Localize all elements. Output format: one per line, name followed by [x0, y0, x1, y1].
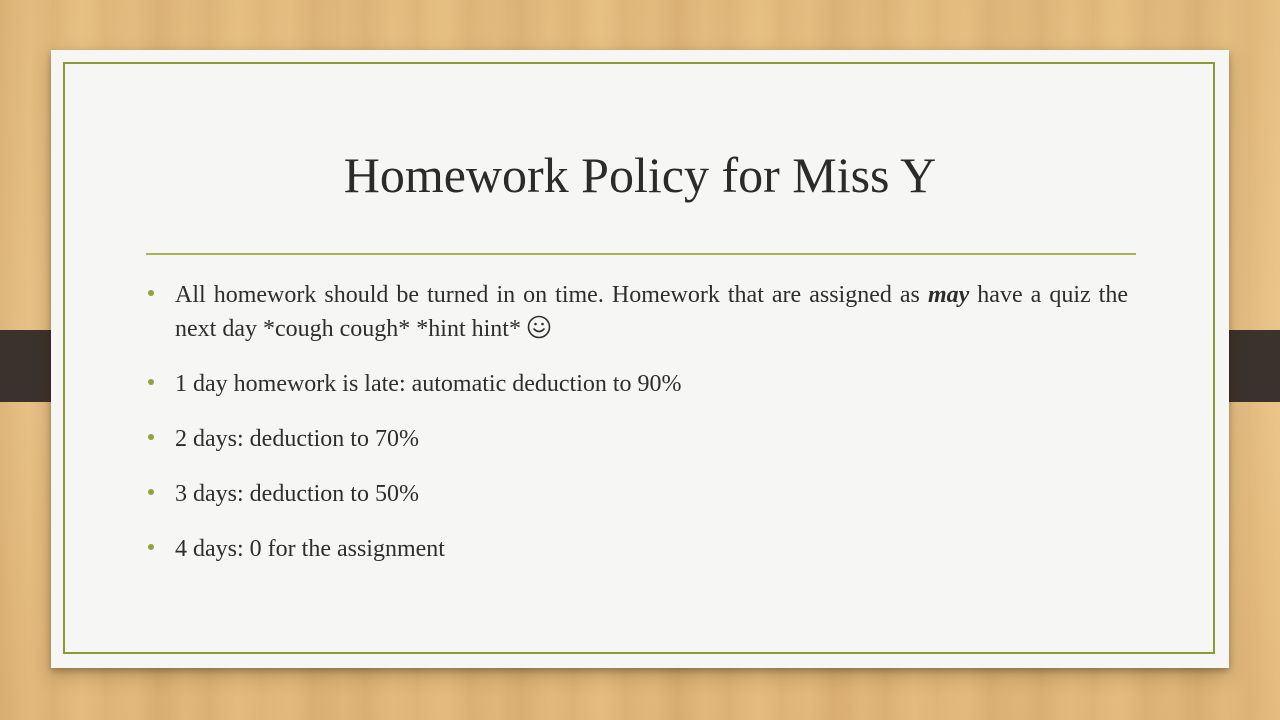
- bullet-item: [148, 278, 1128, 346]
- title-divider: [146, 253, 1136, 255]
- bullet-dot-icon: [148, 290, 154, 296]
- bullet-text: 2 days: deduction to 70%: [175, 426, 419, 452]
- bullet-dot-icon: [148, 434, 154, 440]
- bullet-text-before: All homework should be turned in on time. Homework that are assigned as: [175, 282, 928, 308]
- bullet-dot-icon: [148, 544, 154, 550]
- smiley-face-icon: [527, 315, 551, 339]
- bullet-dot-icon: [148, 489, 154, 495]
- bullet-item: [148, 477, 1128, 511]
- bullet-text: 3 days: deduction to 50%: [175, 481, 419, 507]
- bullet-dot-icon: [148, 379, 154, 385]
- bullet-text-after: have a quiz the next day *cough cough* *hint hint*: [175, 282, 1128, 342]
- bullet-emphasis: may: [927, 282, 970, 308]
- slide-title: Homework Policy for Miss Y: [343, 147, 937, 203]
- bullet-item: [148, 367, 1128, 401]
- bullet-item: [148, 532, 1128, 566]
- policy-bullet-list: [148, 278, 1128, 587]
- bullet-text: 1 day homework is late: automatic deduction to 90%: [175, 371, 682, 397]
- bullet-item: [148, 422, 1128, 456]
- bullet-text: 4 days: 0 for the assignment: [175, 536, 445, 562]
